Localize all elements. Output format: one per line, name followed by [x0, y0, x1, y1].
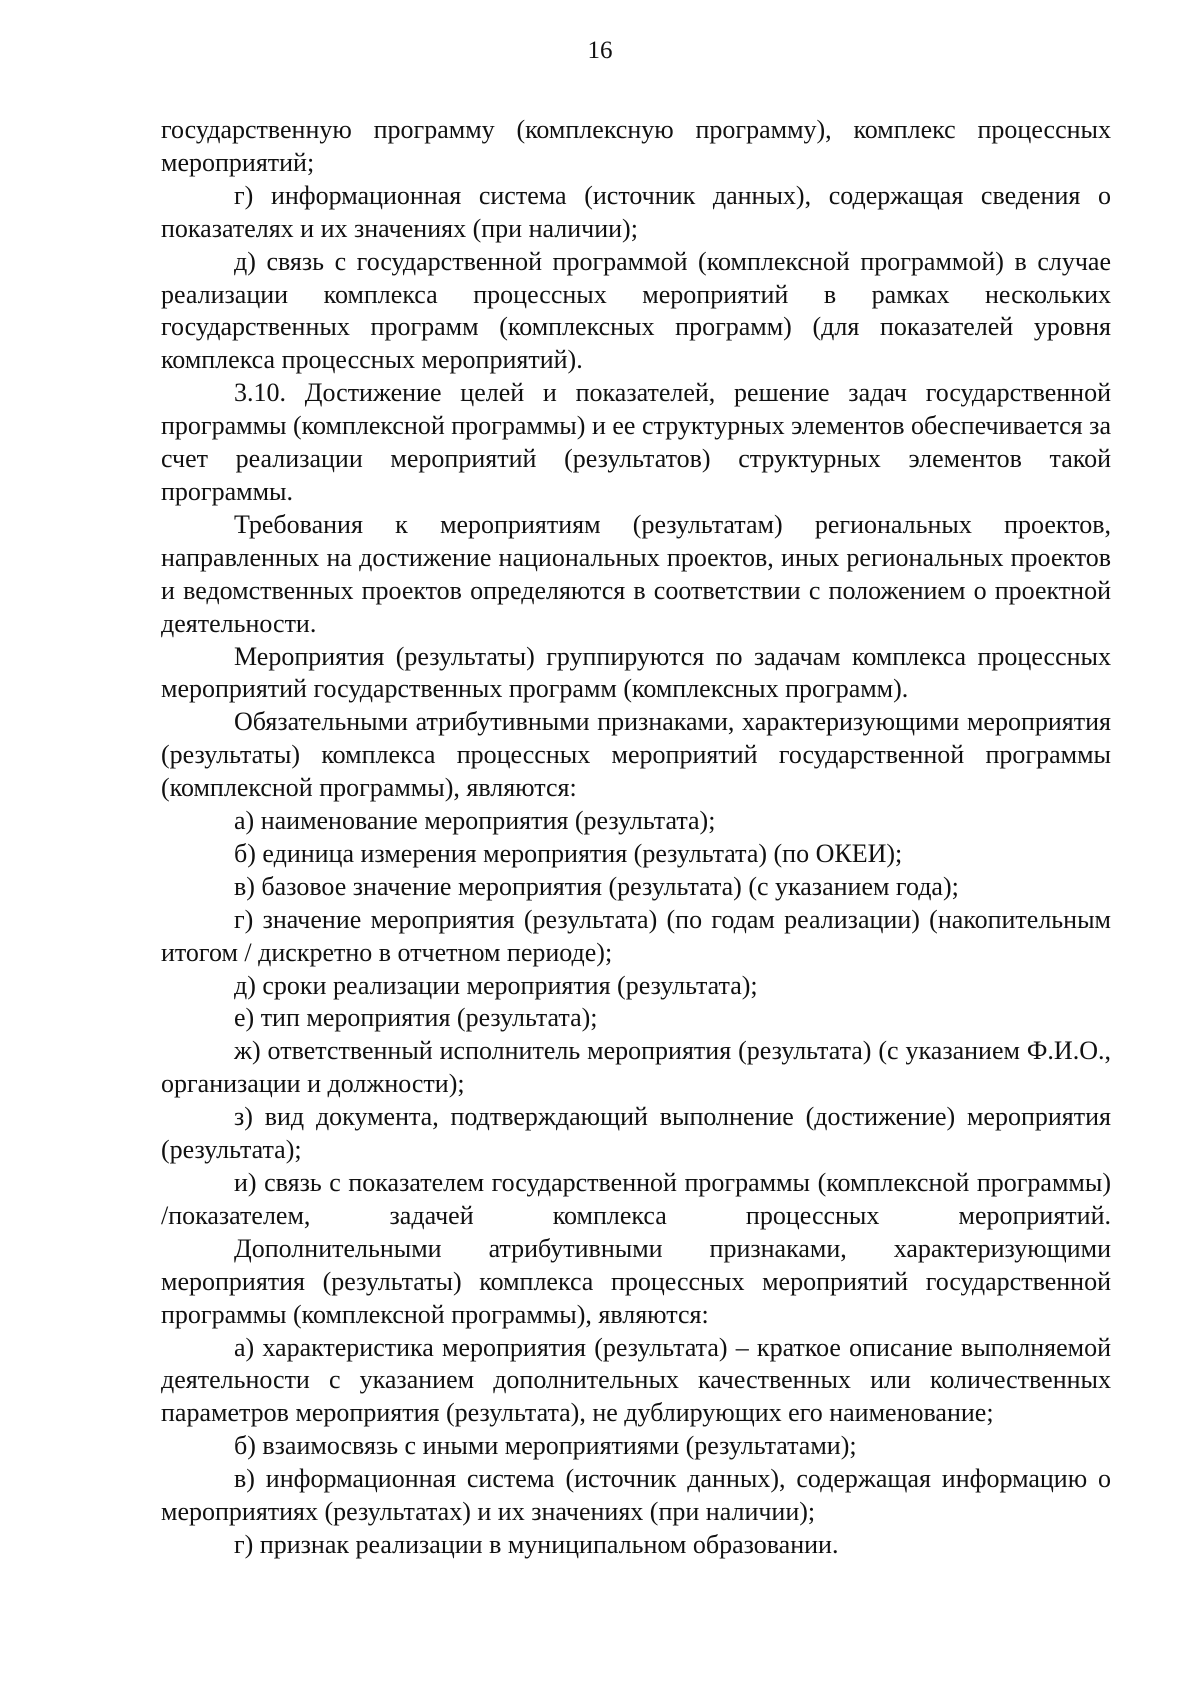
- paragraph: б) взаимосвязь с иными мероприятиями (результатами);: [234, 1431, 857, 1461]
- paragraph: д) сроки реализации мероприятия (результата);: [234, 970, 758, 1000]
- paragraph: Мероприятия (результаты) группируются по задачам комплекса процессных мероприятий государственных программ (комплексных программ).: [161, 641, 1111, 704]
- paragraph: д) связь с государственной программой (комплексной программой) в случае реализации комплекса процессных мероприятий в рамках нескольких государственных программ (комплексных программ) (для показателей уровня комплекса процессных мероприятий).: [161, 246, 1111, 375]
- paragraph: б) единица измерения мероприятия (результата) (по ОКЕИ);: [234, 838, 903, 868]
- document-body: [161, 114, 1111, 1562]
- paragraph: ж) ответственный исполнитель мероприятия (результата) (с указанием Ф.И.О., организации и должности);: [161, 1036, 1111, 1099]
- paragraph: г) информационная система (источник данных), содержащая сведения о показателях и их значениях (при наличии);: [161, 180, 1111, 243]
- paragraph: з) вид документа, подтверждающий выполнение (достижение) мероприятия (результата);: [161, 1102, 1111, 1165]
- paragraph: г) признак реализации в муниципальном образовании.: [234, 1529, 839, 1559]
- paragraph: в) базовое значение мероприятия (результата) (с указанием года);: [234, 871, 959, 901]
- paragraph: а) наименование мероприятия (результата);: [234, 806, 716, 836]
- paragraph: государственную программу (комплексную программу), комплекс процессных мероприятий;: [161, 115, 1111, 177]
- paragraph: е) тип мероприятия (результата);: [234, 1003, 598, 1033]
- paragraph: г) значение мероприятия (результата) (по годам реализации) (накопительным итогом / дискретно в отчетном периоде);: [161, 904, 1111, 967]
- paragraph: Дополнительными атрибутивными признаками, характеризующими мероприятия (результаты) комплекса процессных мероприятий государственной программы (комплексной программы), являются:: [161, 1233, 1111, 1329]
- paragraph: 3.10. Достижение целей и показателей, решение задач государственной программы (комплексной программы) и ее структурных элементов обеспечивается за счет реализации мероприятий (результатов) структурных элементов такой программы.: [161, 378, 1111, 506]
- paragraph: Требования к мероприятиям (результатам) региональных проектов, направленных на достижение национальных проектов, иных региональных проектов и ведомственных проектов определяются в соответствии с положением о проектной деятельности.: [161, 509, 1111, 638]
- paragraph: в) информационная система (источник данных), содержащая информацию о мероприятиях (результатах) и их значениях (при наличии);: [161, 1464, 1111, 1527]
- paragraph: и) связь с показателем государственной программы (комплексной программы) /показателем, задачей комплекса процессных мероприятий.: [161, 1168, 1111, 1230]
- paragraph: Обязательными атрибутивными признаками, характеризующими мероприятия (результаты) комплекса процессных мероприятий государственной программы (комплексной программы), являются:: [161, 707, 1111, 803]
- paragraph: а) характеристика мероприятия (результата) – краткое описание выполняемой деятельности с указанием дополнительных качественных или количественных параметров мероприятия (результата), не дублирующих его наименование;: [161, 1332, 1111, 1428]
- page-number: 16: [587, 37, 613, 64]
